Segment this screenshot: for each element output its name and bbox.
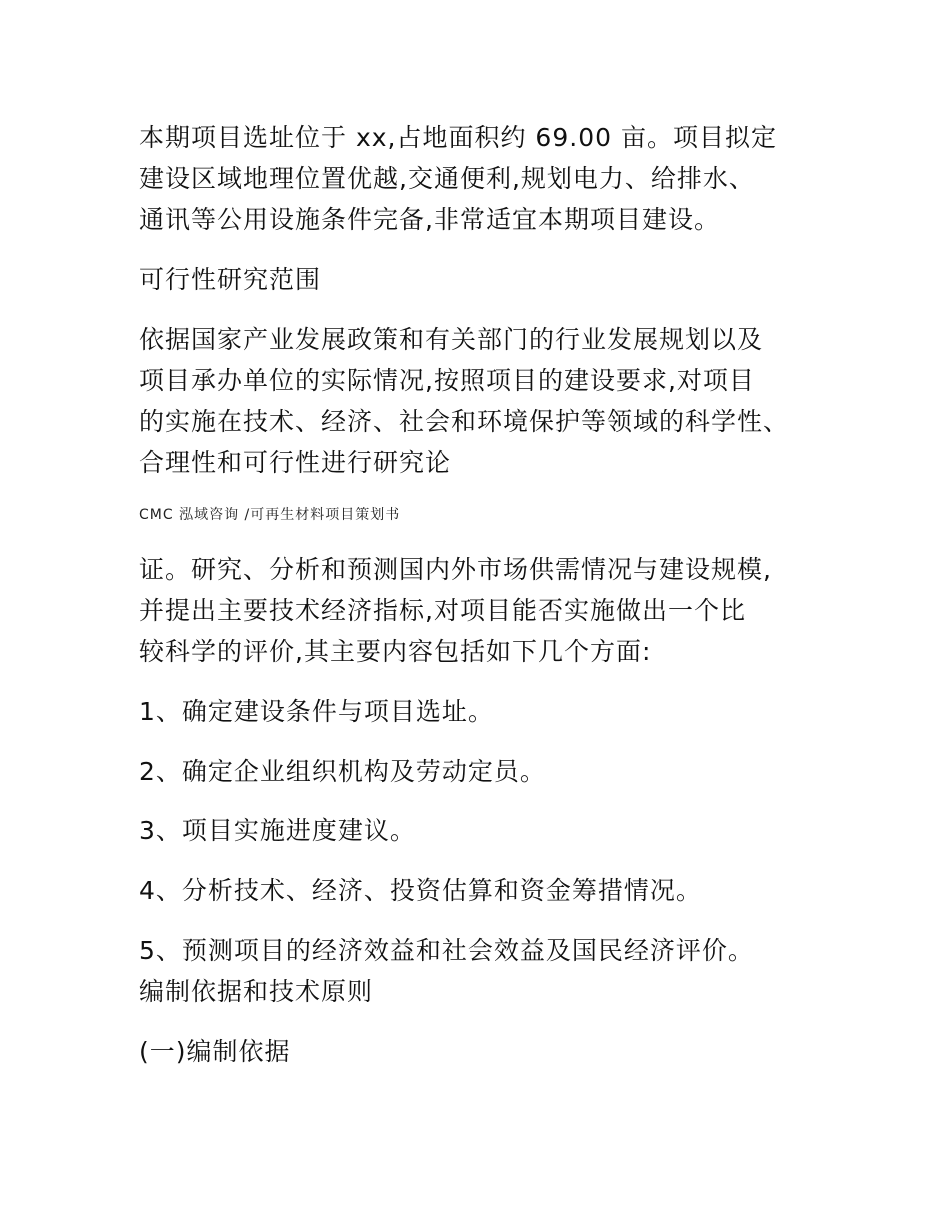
section-heading: 编制依据和技术原则 [139, 977, 374, 1006]
paragraph-line: 通讯等公用设施条件完备,非常适宜本期项目建设。 [139, 205, 720, 234]
paragraph-line: 依据国家产业发展政策和有关部门的行业发展规划以及 [139, 325, 764, 354]
section-heading: 可行性研究范围 [139, 265, 322, 294]
list-item: 4、分析技术、经济、投资估算和资金筹措情况。 [139, 876, 702, 905]
paragraph-line: 建设区域地理位置优越,交通便利,规划电力、给排水、 [139, 164, 755, 193]
subsection-heading: (一)编制依据 [139, 1037, 291, 1066]
paragraph-line: 并提出主要技术经济指标,对项目能否实施做出一个比 [139, 596, 746, 625]
paragraph-line: 合理性和可行性进行研究论 [139, 448, 452, 477]
list-item: 5、预测项目的经济效益和社会效益及国民经济评价。 [139, 936, 754, 965]
paragraph-line: 的实施在技术、经济、社会和环境保护等领域的科学性、 [139, 407, 790, 436]
list-item: 1、确定建设条件与项目选址。 [139, 697, 494, 726]
paragraph-line: 证。研究、分析和预测国内外市场供需情况与建设规模, [139, 555, 772, 584]
paragraph-line: 项目承办单位的实际情况,按照项目的建设要求,对项目 [139, 366, 755, 395]
paragraph-line: 本期项目选址位于 xx,占地面积约 69.00 亩。项目拟定 [139, 123, 777, 152]
list-item: 2、确定企业组织机构及劳动定员。 [139, 757, 546, 786]
list-item: 3、项目实施进度建议。 [139, 816, 416, 845]
paragraph-line: 较科学的评价,其主要内容包括如下几个方面: [139, 637, 652, 666]
running-header: CMC 泓域咨询 /可再生材料项目策划书 [139, 507, 401, 523]
